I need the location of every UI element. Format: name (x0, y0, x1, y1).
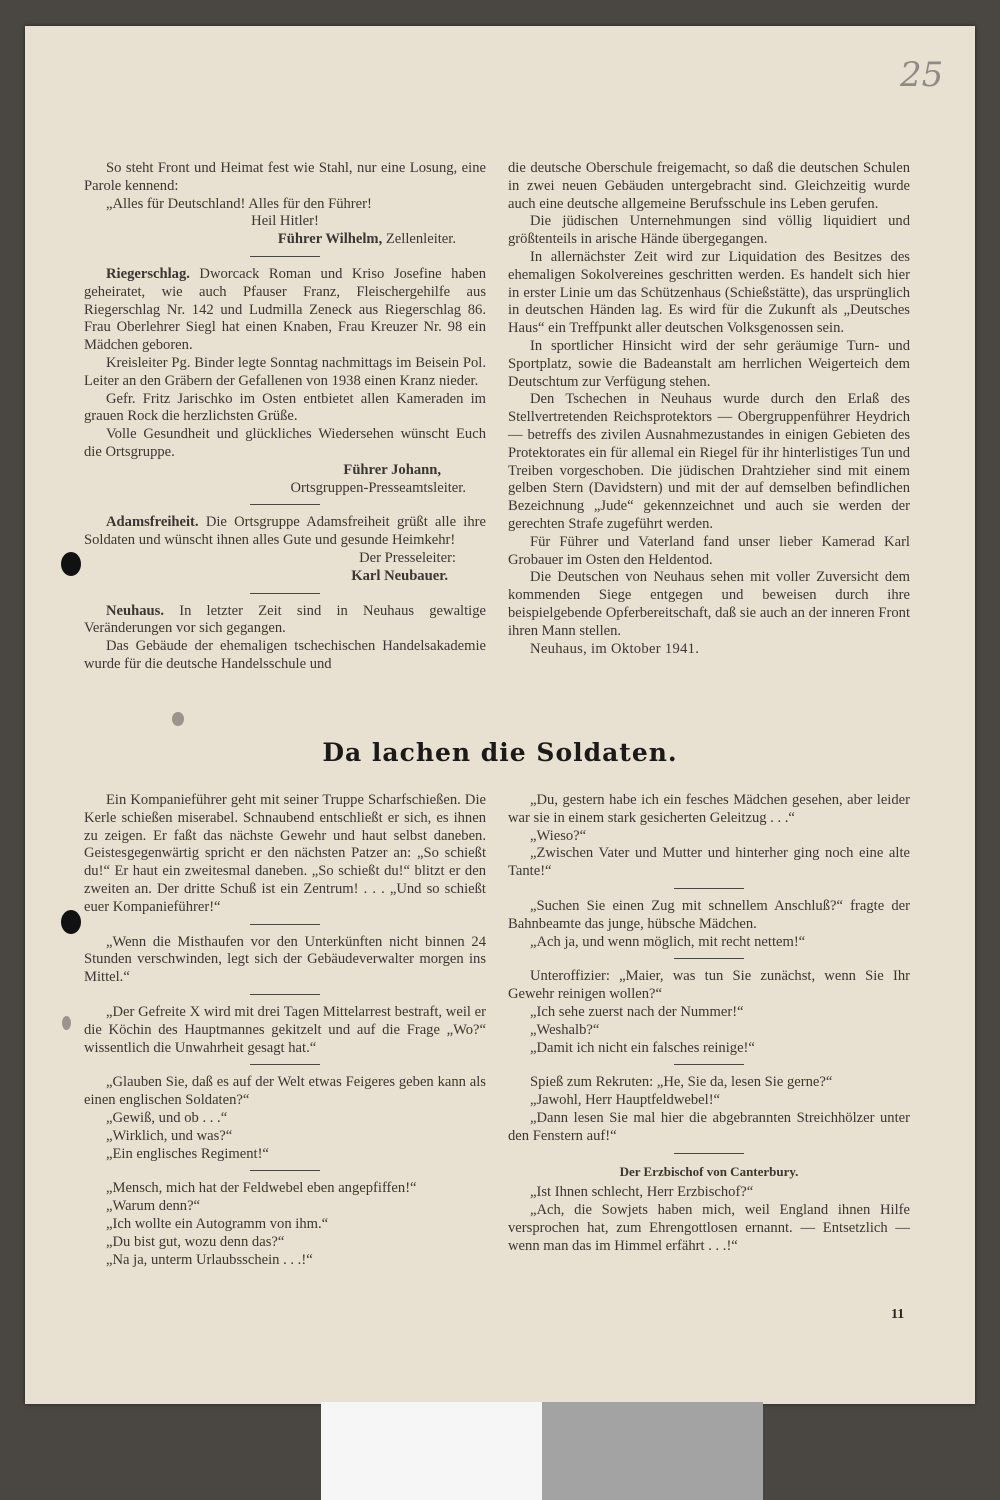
joke-line: „Warum denn?“ (106, 1198, 201, 1215)
joke-line: „Ach, die Sowjets haben mich, weil England ihnen Hilfe versprochen hat, zum Ehrengottlosen ernannt. — Entsetzlich — wenn man das im Himmel erfährt . . .!“ (508, 1202, 910, 1254)
joke-line: „Weshalb?“ (530, 1021, 600, 1038)
joke-line: „Ich sehe zuerst nach der Nummer!“ (530, 1003, 744, 1020)
joke-line: „Ach ja, und wenn möglich, mit recht nettem!“ (530, 933, 806, 950)
punch-hole (61, 552, 81, 576)
riegerschlag-title: Riegerschlag. (106, 265, 190, 282)
divider (674, 888, 744, 889)
neuhaus-conclusion: Die Deutschen von Neuhaus sehen mit voller Zuversicht dem kommenden Siege entgegen und beweisen durch ihre beispielgebende Opferbereitschaft, daß sie auch an der inneren Front ihren Mann stellen. (508, 569, 910, 639)
divider (674, 958, 744, 959)
divider (250, 1170, 320, 1171)
page-number: 11 (891, 1307, 905, 1322)
joke-paragraph: Ein Kompanieführer geht mit seiner Truppe Scharfschießen. Die Kerle schießen miserabel. Schnaubend entschließt er sich, es ihnen zu zeigen. Er faßt das nächste Gewehr und haut selbst daneben. Geistesgegenwärtig spricht er den nächsten Patzer an: „So schießt du!“ Er haut ein zweitesmal daneben. „So schießt du!“ blitzt er den zweiten an. Der dritte Schuß ist ein Zentrum! . . . „Und so schießt euer Kompanieführer!“ (84, 792, 486, 915)
intro-paragraph: So steht Front und Heimat fest wie Stahl, nur eine Losung, eine Parole kennend: (84, 160, 486, 194)
joke-line: Spieß zum Rekruten: „He, Sie da, lesen Sie gerne?“ (530, 1074, 833, 1091)
joke-line: „Wieso?“ (530, 827, 587, 844)
joke-paragraph: „Der Gefreite X wird mit drei Tagen Mittelarrest bestraft, weil er die Köchin des Hauptmannes gekitzelt und auf die Frage „Wo?“ wissentlich die Unwahrheit gesagt hat.“ (84, 1003, 486, 1056)
paper-stain (62, 1016, 71, 1030)
joke-line: „Du, gestern habe ich ein fesches Mädchen gesehen, aber leider war sie in einem stark gesicherten Geleitzug . . .“ (508, 792, 910, 826)
jokes-left-column (84, 792, 486, 1269)
divider (250, 504, 320, 505)
riegerschlag-paragraph: Riegerschlag. Dworcack Roman und Kriso Josefine haben geheiratet, wie auch Pfauser Franz, Fleischergehilfe aus Riegerschlag Nr. 142 und Ludmilla Zeneck aus Riegerschlag 86. Frau Oberlehrer Siegl hat einen Knaben, Frau Kreuzer Nr. 98 ein Mädchen geboren. (84, 265, 486, 354)
intro-slogan: „Alles für Deutschland! Alles für den Führer! (106, 195, 372, 212)
joke-line: Unteroffizier: „Maier, was tun Sie zunächst, wenn Sie Ihr Gewehr reinigen wollen?“ (508, 968, 910, 1003)
divider (250, 256, 320, 257)
divider (250, 924, 320, 925)
neuhaus-dateline: Neuhaus, im Oktober 1941. (530, 640, 700, 657)
joke-line: „Wirklich, und was?“ (106, 1127, 233, 1144)
paper-stain (172, 712, 184, 726)
scan-calibration-white (321, 1402, 542, 1500)
joke-line: „Ich wollte ein Autogramm von ihm.“ (106, 1215, 329, 1232)
riegerschlag-greeting: Gefr. Fritz Jarischko im Osten entbietet allen Kameraden im grauen Rock die herzlichsten Grüße. (84, 390, 486, 425)
neuhaus-fallen: Für Führer und Vaterland fand unser lieber Kamerad Karl Grobauer im Osten den Heldentod. (508, 533, 910, 568)
intro-signature: Führer Wilhelm, Zellenleiter. (277, 231, 456, 248)
left-column-upper (84, 160, 486, 674)
joke-line: „Gewiß, und ob . . .“ (106, 1109, 228, 1126)
neuhaus-sports: In sportlicher Hinsicht wird der sehr geräumige Turn- und Sportplatz, sowie die Badeanstalt am herrlichen Weigerteich dem Deutschtum zur Verfügung stehen. (508, 337, 910, 390)
scan-calibration-gray (542, 1402, 763, 1500)
adamsfreiheit-paragraph: Adamsfreiheit. Die Ortsgruppe Adamsfreiheit grüßt alle ihre Soldaten und wünscht ihnen alles Gute und gesunde Heimkehr! (84, 514, 486, 549)
joke-line: „Ein englisches Regiment!“ (106, 1145, 269, 1162)
divider (674, 1064, 744, 1065)
divider (250, 994, 320, 995)
jokes-right-column (508, 792, 910, 1256)
headline: Da lachen die Soldaten. (322, 738, 678, 767)
neuhaus-liquidation: Die jüdischen Unternehmungen sind völlig liquidiert und größtenteils in arische Hände übergegangen. (508, 213, 910, 248)
riegerschlag-signature-role: Ortsgruppen-Presseamtsleiter. (290, 479, 466, 496)
adamsfreiheit-signature-role: Der Presseleiter: (359, 549, 456, 566)
neuhaus-sokol: In allernächster Zeit wird zur Liquidation des Besitzes des ehemaligen Sokolvereines geschritten werden. Es handelt sich hier in erster Linie um das Schützenhaus (Schießstätte), das ursprünglich in deutschen Händen lag. Es wird für die Zukunft als „Deutsches Haus“ ein Treffpunkt aller deutschen Volksgenossen sein. (508, 248, 910, 337)
neuhaus-decree: Den Tschechen in Neuhaus wurde durch den Erlaß des Stellvertretenden Reichsprotektors — Obergruppenführer Heydrich — betreffs des zivilen Ausnahmezustandes in einigen Gebieten des Protektorates ein für allemal ein Riegel für ihr hinterlistiges Tun und Treiben vorgeschoben. Die jüdischen Drahtzieher sind mit einem gelben Stern (Davidstern) und mit der auf demselben befindlichen Bezeichnung „Jude“ gekennzeichnet und auch sie werden der gerechten Strafe zugeführt werden. (508, 391, 910, 532)
joke-line: „Du bist gut, wozu denn das?“ (106, 1233, 285, 1250)
adamsfreiheit-signature-name: Karl Neubauer. (351, 567, 448, 584)
right-column-upper (508, 160, 910, 658)
joke-line: „Ist Ihnen schlecht, Herr Erzbischof?“ (530, 1184, 754, 1201)
riegerschlag-wishes: Volle Gesundheit und glückliches Wiedersehen wünscht Euch die Ortsgruppe. (84, 426, 486, 460)
neuhaus-paragraph: Neuhaus. In letzter Zeit sind in Neuhaus gewaltige Veränderungen vor sich gegangen. (84, 602, 486, 637)
handwritten-page-mark: 25 (900, 55, 944, 95)
joke-line: „Damit ich nicht ein falsches reinige!“ (530, 1039, 755, 1056)
intro-greeting: Heil Hitler! (251, 213, 319, 230)
divider (674, 1153, 744, 1154)
riegerschlag-signature-name: Führer Johann, (343, 461, 441, 478)
joke-line: „Glauben Sie, daß es auf der Welt etwas Feigeres geben kann als einen englischen Soldaten?“ (84, 1074, 486, 1109)
divider (250, 593, 320, 594)
neuhaus-schools: die deutsche Oberschule freigemacht, so daß die deutschen Schulen in zwei neuen Gebäuden untergebracht sind. Gleichzeitig wurde auch eine deutsche allgemeine Berufsschule ins Leben gerufen. (508, 160, 910, 212)
adamsfreiheit-title: Adamsfreiheit. (106, 514, 199, 531)
riegerschlag-wreath: Kreisleiter Pg. Binder legte Sonntag nachmittags im Beisein Pol. Leiter an den Gräbern der Gefallenen von 1938 einen Kranz nieder. (84, 354, 486, 389)
joke-line: „Mensch, mich hat der Feldwebel eben angepfiffen!“ (106, 1180, 417, 1197)
joke-paragraph: „Wenn die Misthaufen vor den Unterkünften nicht binnen 24 Stunden verschwinden, legt sich der Gebäudeverwalter morgen ins Mittel.“ (84, 933, 486, 986)
joke-line: „Na ja, unterm Urlaubsschein . . .!“ (106, 1251, 313, 1268)
joke-line: „Jawohl, Herr Hauptfeldwebel!“ (530, 1092, 721, 1109)
punch-hole (61, 910, 81, 934)
joke-line: „Zwischen Vater und Mutter und hinterher ging noch eine alte Tante!“ (508, 845, 910, 880)
neuhaus-building: Das Gebäude der ehemaligen tschechischen Handelsakademie wurde für die deutsche Handelsschule und (84, 638, 486, 672)
neuhaus-title: Neuhaus. (106, 602, 164, 619)
joke-line: „Dann lesen Sie mal hier die abgebrannten Streichhölzer unter den Fenstern auf!“ (508, 1109, 910, 1144)
divider (250, 1064, 320, 1065)
joke-line: „Suchen Sie einen Zug mit schnellem Anschluß?“ fragte der Bahnbeamte das junge, hübsche Mädchen. (508, 897, 910, 932)
canterbury-title: Der Erzbischof von Canterbury. (619, 1163, 799, 1179)
